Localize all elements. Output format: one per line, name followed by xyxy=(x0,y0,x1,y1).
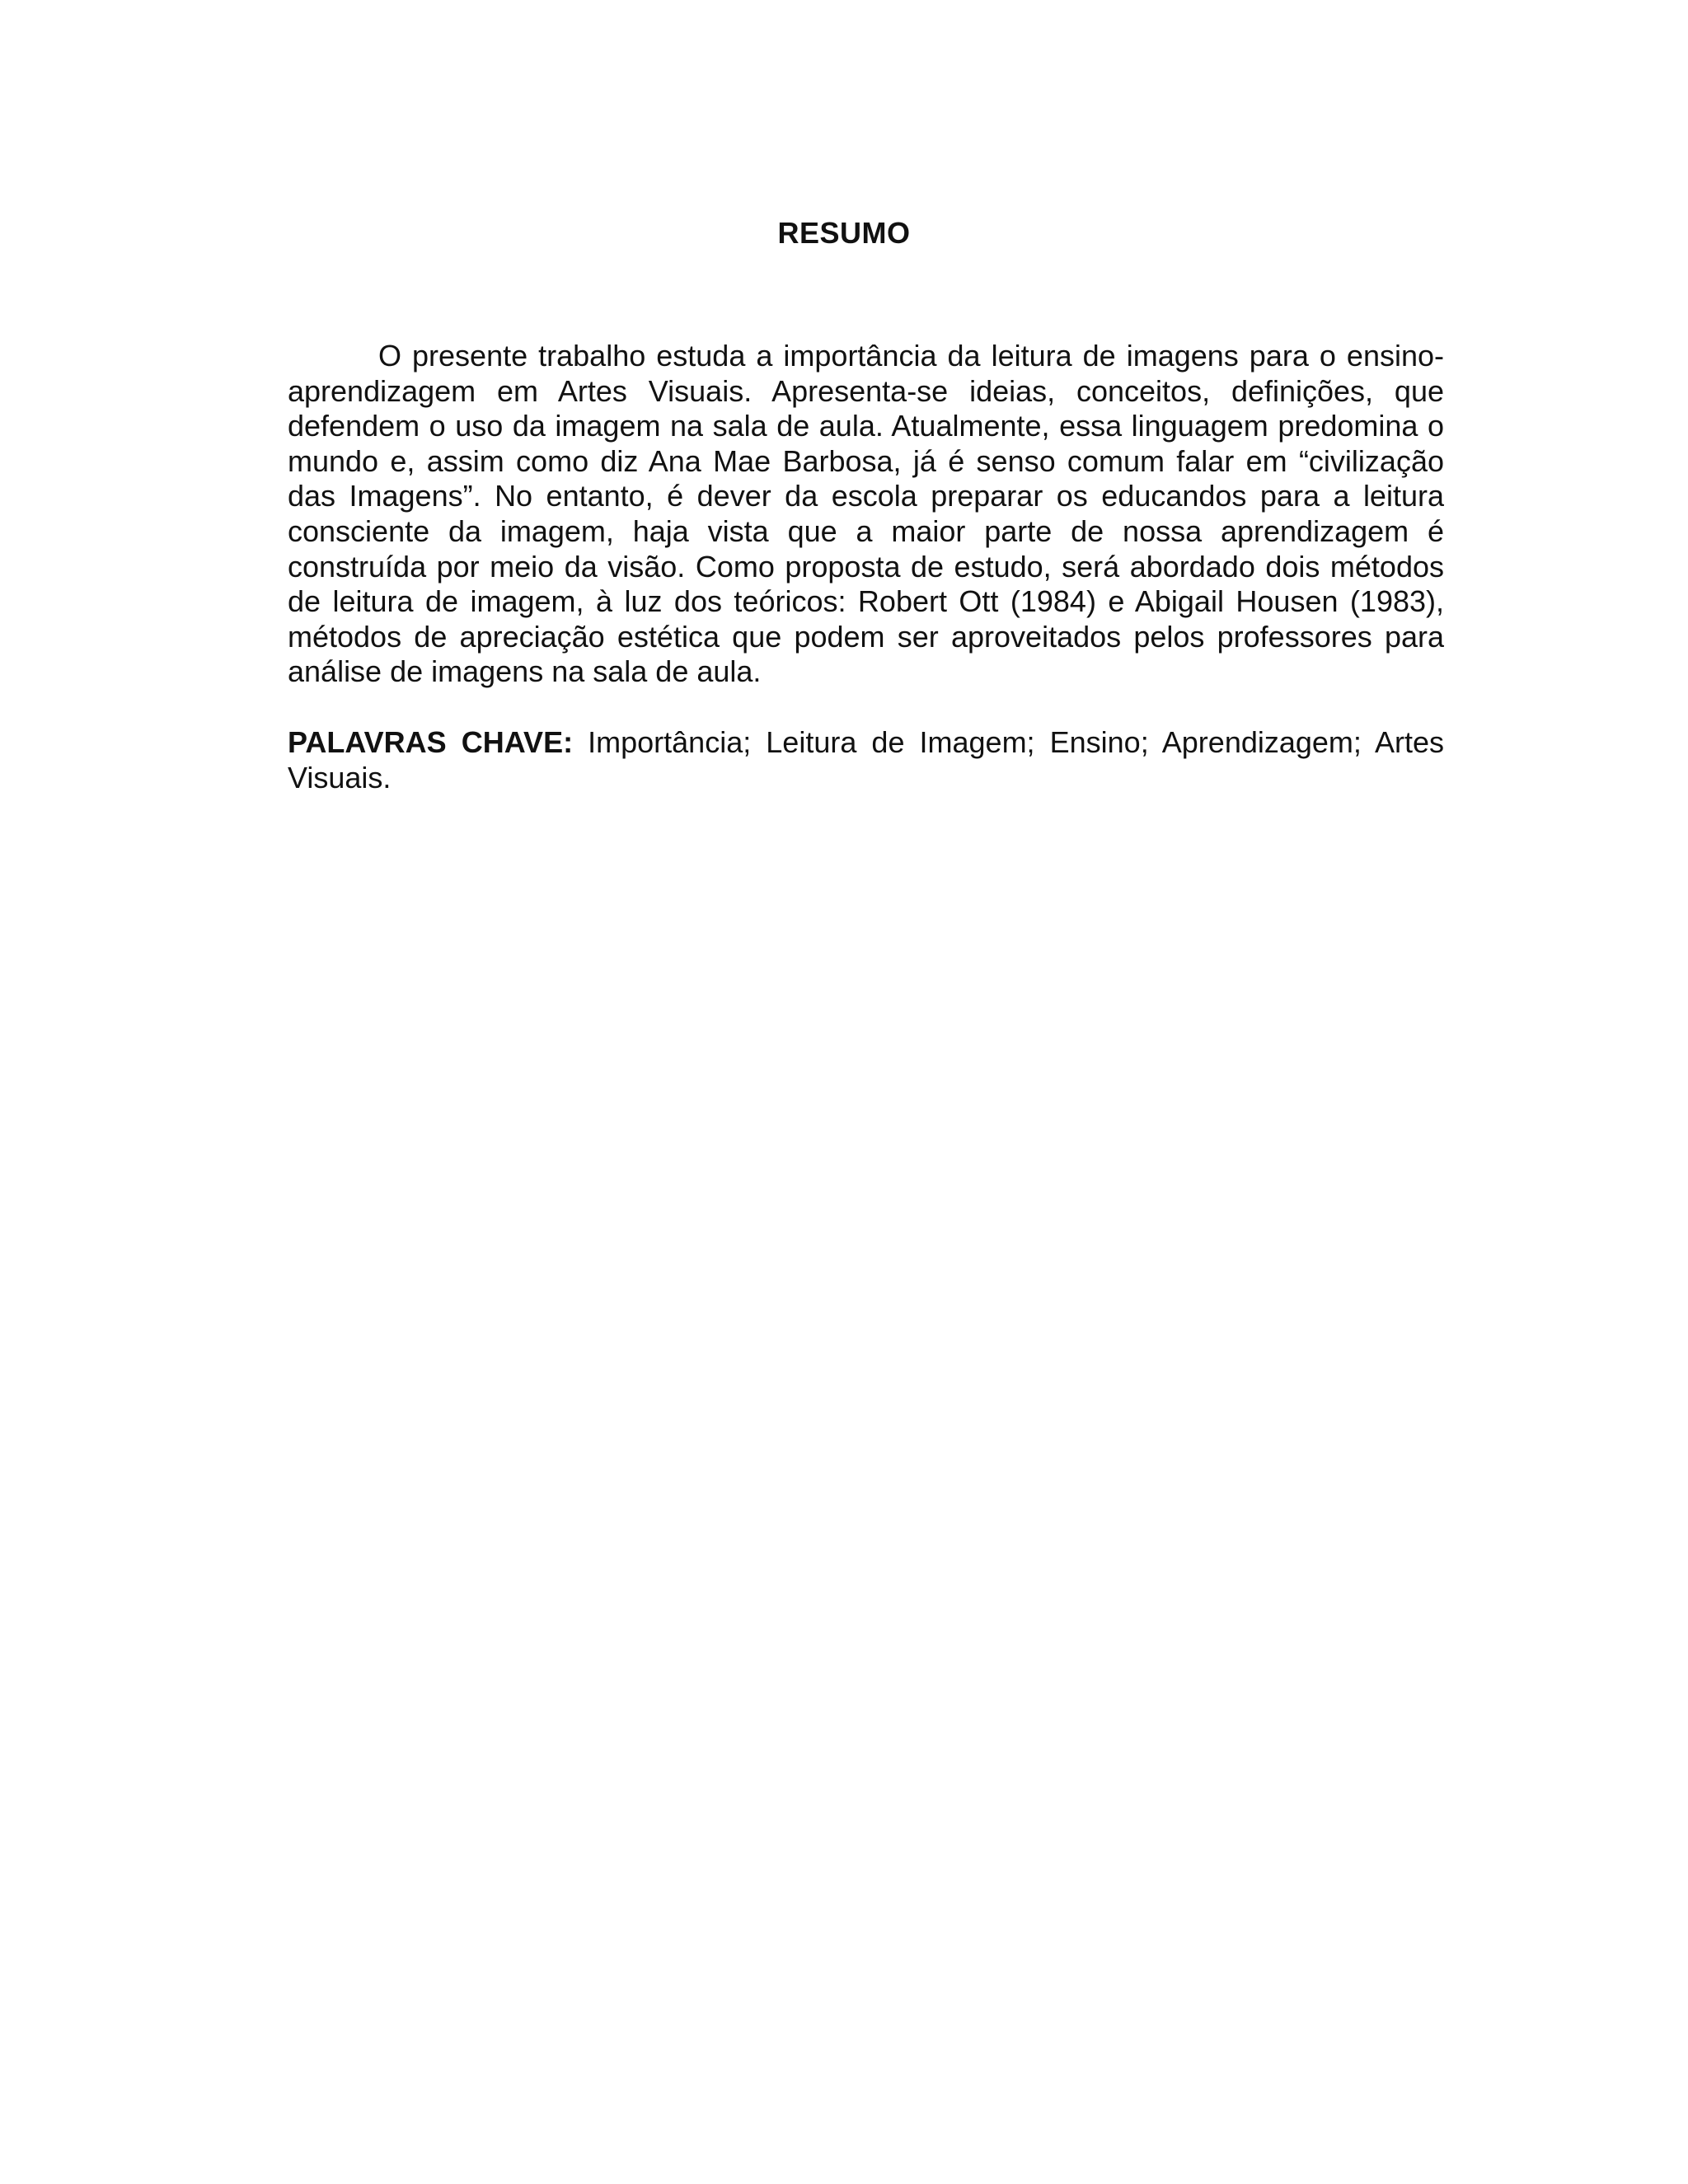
abstract-paragraph: O presente trabalho estuda a importância da leitura de imagens para o ensino-aprendizagem em Artes Visuais. Apresenta-se ideias, conceitos, definições, que defendem o uso da imagem na sala de aula. Atualmente, essa linguagem predomina o mundo e, assim como diz Ana Mae Barbosa, já é senso comum falar em “civilização das Imagens”. No entanto, é dever da escola preparar os educandos para a leitura consciente da imagem, haja vista que a maior parte de nossa aprendizagem é construída por meio da visão. Como proposta de estudo, será abordado dois métodos de leitura de imagem, à luz dos teóricos: Robert Ott (1984) e Abigail Housen (1983), métodos de apreciação estética que podem ser aproveitados pelos professores para análise de imagens na sala de aula. xyxy=(288,339,1444,689)
keywords-label: PALAVRAS CHAVE: xyxy=(288,725,574,759)
keywords-paragraph xyxy=(288,725,1444,795)
keywords-text: Importância; Leitura de Imagem; Ensino; Aprendizagem; Artes Visuais. xyxy=(288,725,1445,794)
page-title: RESUMO xyxy=(777,216,911,250)
